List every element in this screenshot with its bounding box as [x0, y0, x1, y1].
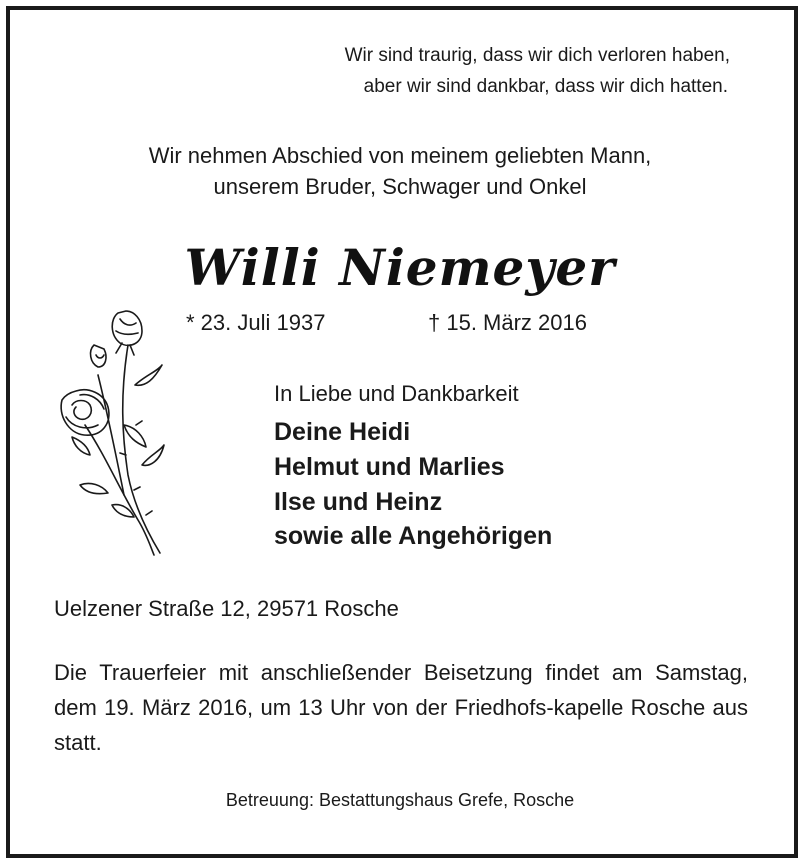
- deceased-name: Willi Niemeyer: [184, 238, 616, 297]
- mourners-heading: In Liebe und Dankbarkeit: [274, 381, 519, 406]
- mourner-name: Deine Heidi: [274, 418, 411, 446]
- intro-line-2: unserem Bruder, Schwager und Onkel: [213, 174, 587, 199]
- mourner-name: Helmut und Marlies: [274, 453, 505, 481]
- address: Uelzener Straße 12, 29571 Rosche: [54, 596, 399, 621]
- funeral-home-credit: Betreuung: Bestattungshaus Grefe, Rosche: [225, 790, 575, 810]
- quote-line-1: Wir sind traurig, dass wir dich verloren haben,: [344, 45, 730, 66]
- birth-date: * 23. Juli 1937: [186, 310, 326, 335]
- ceremony-text: Die Trauerfeier mit anschließender Beisetzung findet am Samstag, dem 19. März 2016, um 13 Uhr von der Friedhofs-kapelle Rosche aus statt.: [54, 660, 748, 755]
- mourner-name: sowie alle Angehörigen: [274, 522, 553, 550]
- quote-line-2: aber wir sind dankbar, dass wir dich hatten.: [363, 76, 728, 97]
- death-date: † 15. März 2016: [428, 310, 587, 335]
- mourner-name: Ilse und Heinz: [274, 488, 443, 516]
- roses-illustration-icon: [50, 305, 180, 560]
- intro-line-1: Wir nehmen Abschied von meinem geliebten Mann,: [148, 143, 652, 168]
